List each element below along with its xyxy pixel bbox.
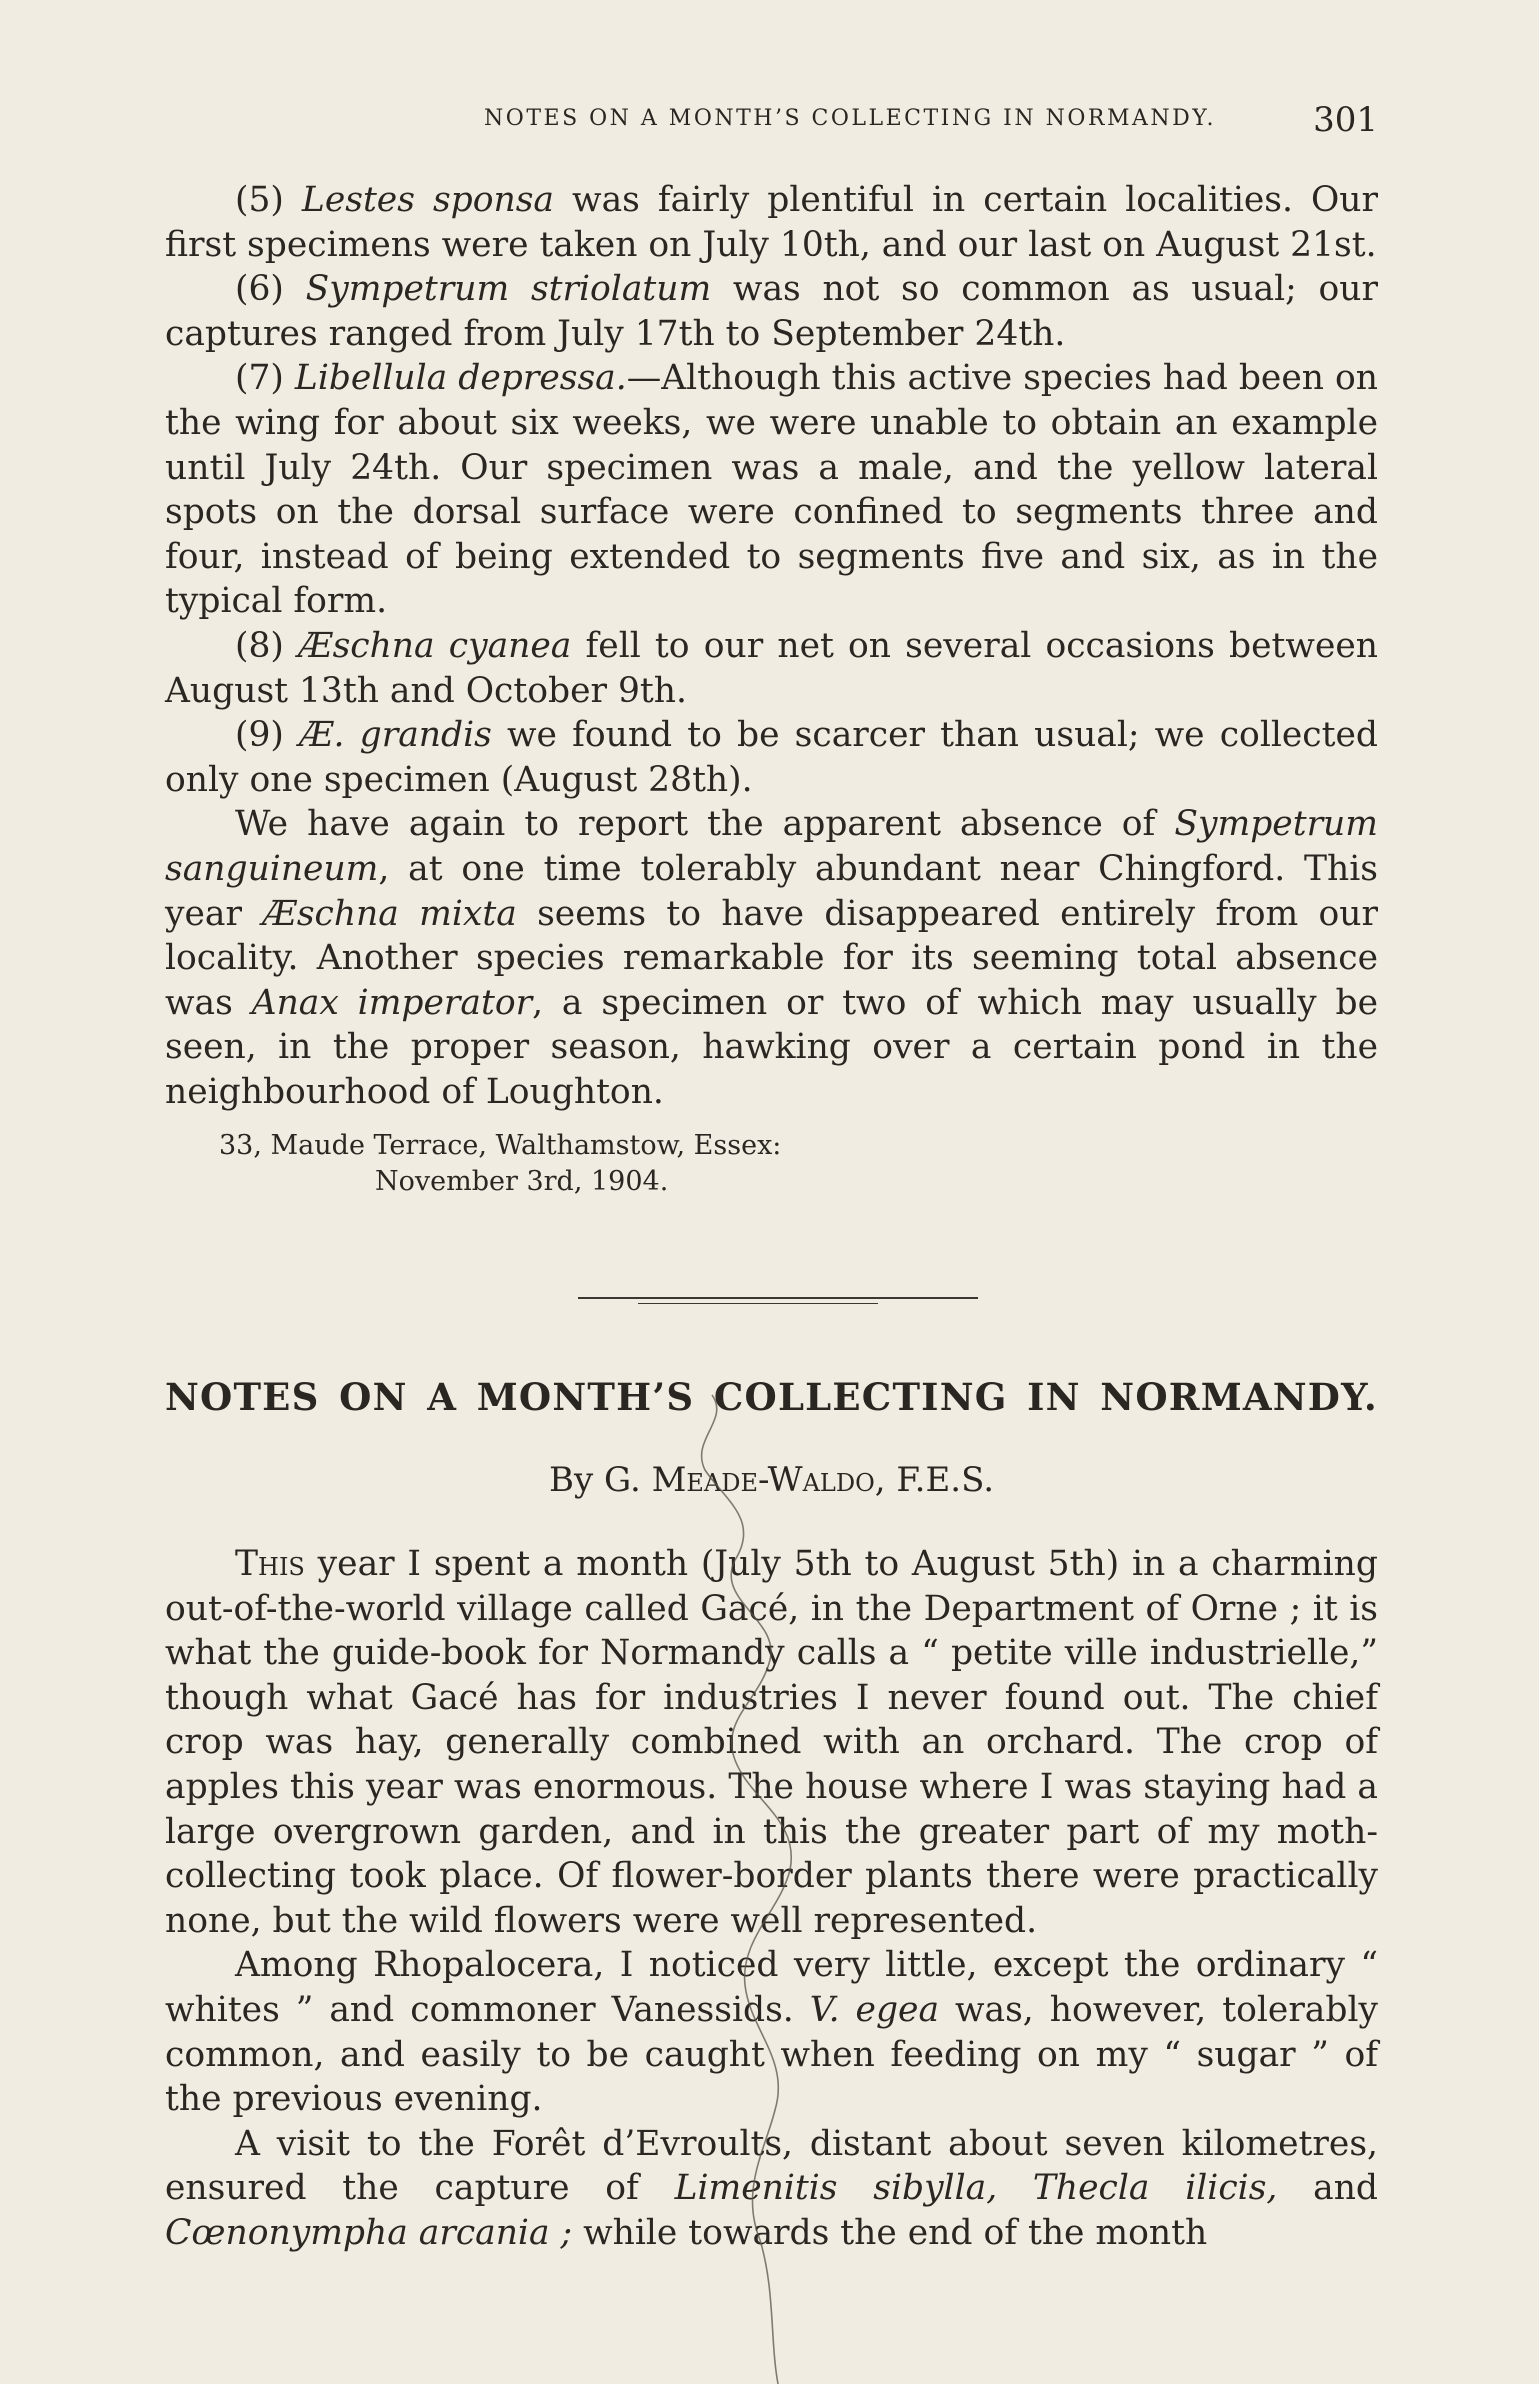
closing-paragraph: We have again to report the apparent absence of Sympetrum sanguineum, at one time tolerably abundant near Chingford. This year Æschna mixta seems to have disappeared entirely from our locality. Another species remarkable for its seeming total absence was Anax imperator, a specimen or two of which may usually be seen, in the proper season, hawking over a certain pond in the neighbourhood of Loughton. <box>165 804 1378 1112</box>
author-name: G. Meade-Waldo <box>604 1460 875 1500</box>
species-name: Libellula depressa. <box>294 358 627 399</box>
article-paragraph-1: This year I spent a month (July 5th to August 5th) in a charming out-of-the-world village called Gacé, in the Department of Orne ; it is what the guide-book for Normandy calls a “ petite ville industrielle,” though what Gacé has for industries I never found out. The chief crop was hay, generally combined with an orchard. The crop of apples this year was enormous. The house where I was staying had a large overgrown garden, and in this the greater part of my moth-collecting took place. Of flower-border plants there were practically none, but the wild flowers were well represented. <box>165 1544 1378 1941</box>
page-number: 301 <box>1313 100 1378 140</box>
article-paragraph-2: Among Rhopalocera, I noticed very little, except the ordinary “ whites ” and commoner Vanessids. V. egea was, however, tolerably common, and easily to be caught when feeding on my “ sugar ” of the previous evening. <box>165 1945 1378 2120</box>
species-name: Sympetrum sanguineum <box>165 804 1378 889</box>
article-body <box>165 1542 1378 2256</box>
article-title: NOTES ON A MONTH’S COLLECTING IN NORMANDY. <box>165 1375 1378 1419</box>
species-name: Æschna cyanea <box>298 625 572 666</box>
species-name: Cœnonympha arcania ; <box>165 2212 573 2253</box>
entry-libellula-depressa: (7) Libellula depressa.—Although this active species had been on the wing for about six weeks, we were unable to obtain an example until July 24th. Our specimen was a male, and the yellow lateral spots on the dorsal surface were confined to segments three and four, instead of being extended to segments five and six, as in the typical form. <box>165 358 1378 622</box>
lead-word: This <box>235 1544 305 1584</box>
signature-address: 33, Maude Terrace, Walthamstow, Essex: <box>219 1130 782 1162</box>
byline: By G. Meade-Waldo, F.E.S. <box>548 1460 994 1500</box>
species-name: Lestes sponsa <box>301 180 555 220</box>
signature-date: November 3rd, 1904. <box>375 1166 669 1198</box>
species-name: Limenitis sibylla, Thecla ilicis, <box>674 2168 1278 2209</box>
species-name: V. egea <box>809 1989 940 2030</box>
entry-sympetrum-striolatum: (6) Sympetrum striolatum was not so common as usual; our captures ranged from July 17th to September 24th. <box>165 269 1378 354</box>
section-divider <box>578 1297 978 1309</box>
species-name: Æ. grandis <box>299 715 492 756</box>
running-head <box>165 100 1378 140</box>
article-paragraph-3: A visit to the Forêt d’Evroults, distant about seven kilometres, ensured the capture of Limenitis sibylla, Thecla ilicis, and Cœnonympha arcania ; while towards the end of the month <box>165 2123 1378 2253</box>
species-name: Æschna mixta <box>262 893 517 934</box>
species-name: Sympetrum striolatum <box>305 269 712 310</box>
running-head-title: NOTES ON A MONTH’S COLLECTING IN NORMANDY. <box>484 106 1216 131</box>
entry-aeschna-grandis: (9) Æ. grandis we found to be scarcer than usual; we collected only one specimen (August 28th). <box>165 715 1378 800</box>
species-name: Anax imperator <box>251 982 533 1023</box>
previous-article-text <box>165 178 1378 1200</box>
entry-aeschna-cyanea: (8) Æschna cyanea fell to our net on several occasions between August 13th and October 9th. <box>165 625 1378 711</box>
entry-lestes-sponsa: (5) Lestes sponsa was fairly plentiful in certain localities. Our first specimens were taken on July 10th, and our last on August 21st. <box>165 180 1378 265</box>
